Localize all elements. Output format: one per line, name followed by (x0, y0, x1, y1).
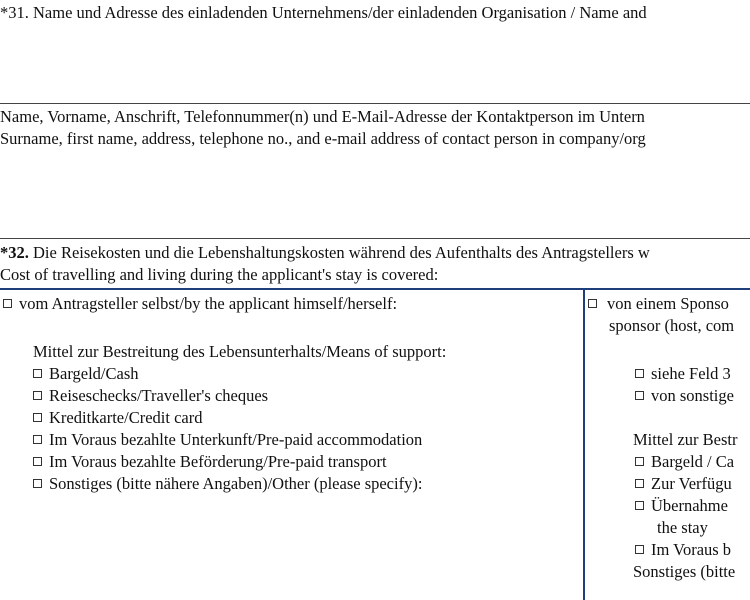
divider-32-table-top (0, 288, 750, 290)
option-applicant-self-label: vom Antragsteller selbst/by the applicant himself/herself: (19, 294, 398, 313)
sponsor-means-label: Mittel zur Bestr (633, 430, 738, 449)
option-label: von sonstige (651, 386, 734, 405)
option-sponsor-cash[interactable] (635, 451, 734, 473)
checkbox-icon[interactable] (635, 545, 644, 554)
section-32-number: *32. (0, 243, 29, 262)
option-applicant-self[interactable] (3, 293, 397, 315)
checkbox-icon[interactable] (33, 413, 42, 422)
option-label: Im Voraus bezahlte Unterkunft/Pre-paid accommodation (49, 430, 423, 449)
contact-person-label-de: Name, Vorname, Anschrift, Telefonnummer(n) und E-Mail-Adresse der Kontaktperson im Untern (0, 107, 645, 126)
option-label: Zur Verfügu (651, 474, 732, 493)
option-label: Sonstiges (bitte nähere Angaben)/Other (please specify): (49, 474, 423, 493)
option-sponsor-label-cont: sponsor (host, com (609, 316, 735, 335)
option-sponsor-costs-covered[interactable] (635, 495, 728, 517)
option-see-field[interactable] (635, 363, 731, 385)
checkbox-icon[interactable] (33, 435, 42, 444)
option-label: Im Voraus bezahlte Beförderung/Pre-paid transport (49, 452, 387, 471)
contact-person-label-en: Surname, first name, address, telephone no., and e-mail address of contact person in company/org (0, 129, 646, 148)
option-sponsor-label: von einem Sponso (607, 294, 729, 313)
option-sponsor-costs-covered-cont: the stay (657, 518, 708, 537)
option-travellers-cheques[interactable] (33, 385, 268, 407)
option-other-sponsor[interactable] (635, 385, 734, 407)
section-32-title-text: Die Reisekosten und die Lebenshaltungskosten während des Aufenthalts des Antragstellers w (28, 243, 650, 262)
means-of-support-label: Mittel zur Bestreitung des Lebensunterhalts/Means of support: (33, 342, 447, 361)
option-credit-card[interactable] (33, 407, 202, 429)
checkbox-icon[interactable] (33, 457, 42, 466)
section-31-title: *31. Name und Adresse des einladenden Unternehmens/der einladenden Organisation / Name and (0, 3, 647, 22)
checkbox-icon[interactable] (635, 369, 644, 378)
option-other[interactable] (33, 473, 422, 495)
checkbox-icon[interactable] (635, 391, 644, 400)
checkbox-icon[interactable] (33, 479, 42, 488)
checkbox-icon[interactable] (33, 369, 42, 378)
option-sponsor[interactable] (588, 293, 729, 315)
option-sponsor-provided[interactable] (635, 473, 732, 495)
option-cash[interactable] (33, 363, 139, 385)
option-sponsor-other-label: Sonstiges (bitte (633, 562, 736, 581)
option-prepaid-transport[interactable] (33, 451, 387, 473)
option-label: Im Voraus b (651, 540, 732, 559)
option-label: Kreditkarte/Credit card (49, 408, 203, 427)
option-label: Übernahme (651, 496, 728, 515)
checkbox-icon[interactable] (635, 457, 644, 466)
option-label: Reiseschecks/Traveller's cheques (49, 386, 269, 405)
section-32-title (0, 242, 650, 264)
checkbox-icon[interactable] (33, 391, 42, 400)
checkbox-icon[interactable] (3, 299, 12, 308)
divider-31-name-field (0, 103, 750, 104)
option-label: Bargeld/Cash (49, 364, 139, 383)
option-prepaid-accommodation[interactable] (33, 429, 422, 451)
section-32-subtitle: Cost of travelling and living during the applicant's stay is covered: (0, 265, 439, 284)
column-divider (583, 289, 585, 600)
checkbox-icon[interactable] (635, 501, 644, 510)
checkbox-icon[interactable] (588, 299, 597, 308)
divider-31-contact-field (0, 238, 750, 239)
option-sponsor-prepaid[interactable] (635, 539, 731, 561)
option-label: Bargeld / Ca (651, 452, 735, 471)
option-label: siehe Feld 3 (651, 364, 731, 383)
checkbox-icon[interactable] (635, 479, 644, 488)
